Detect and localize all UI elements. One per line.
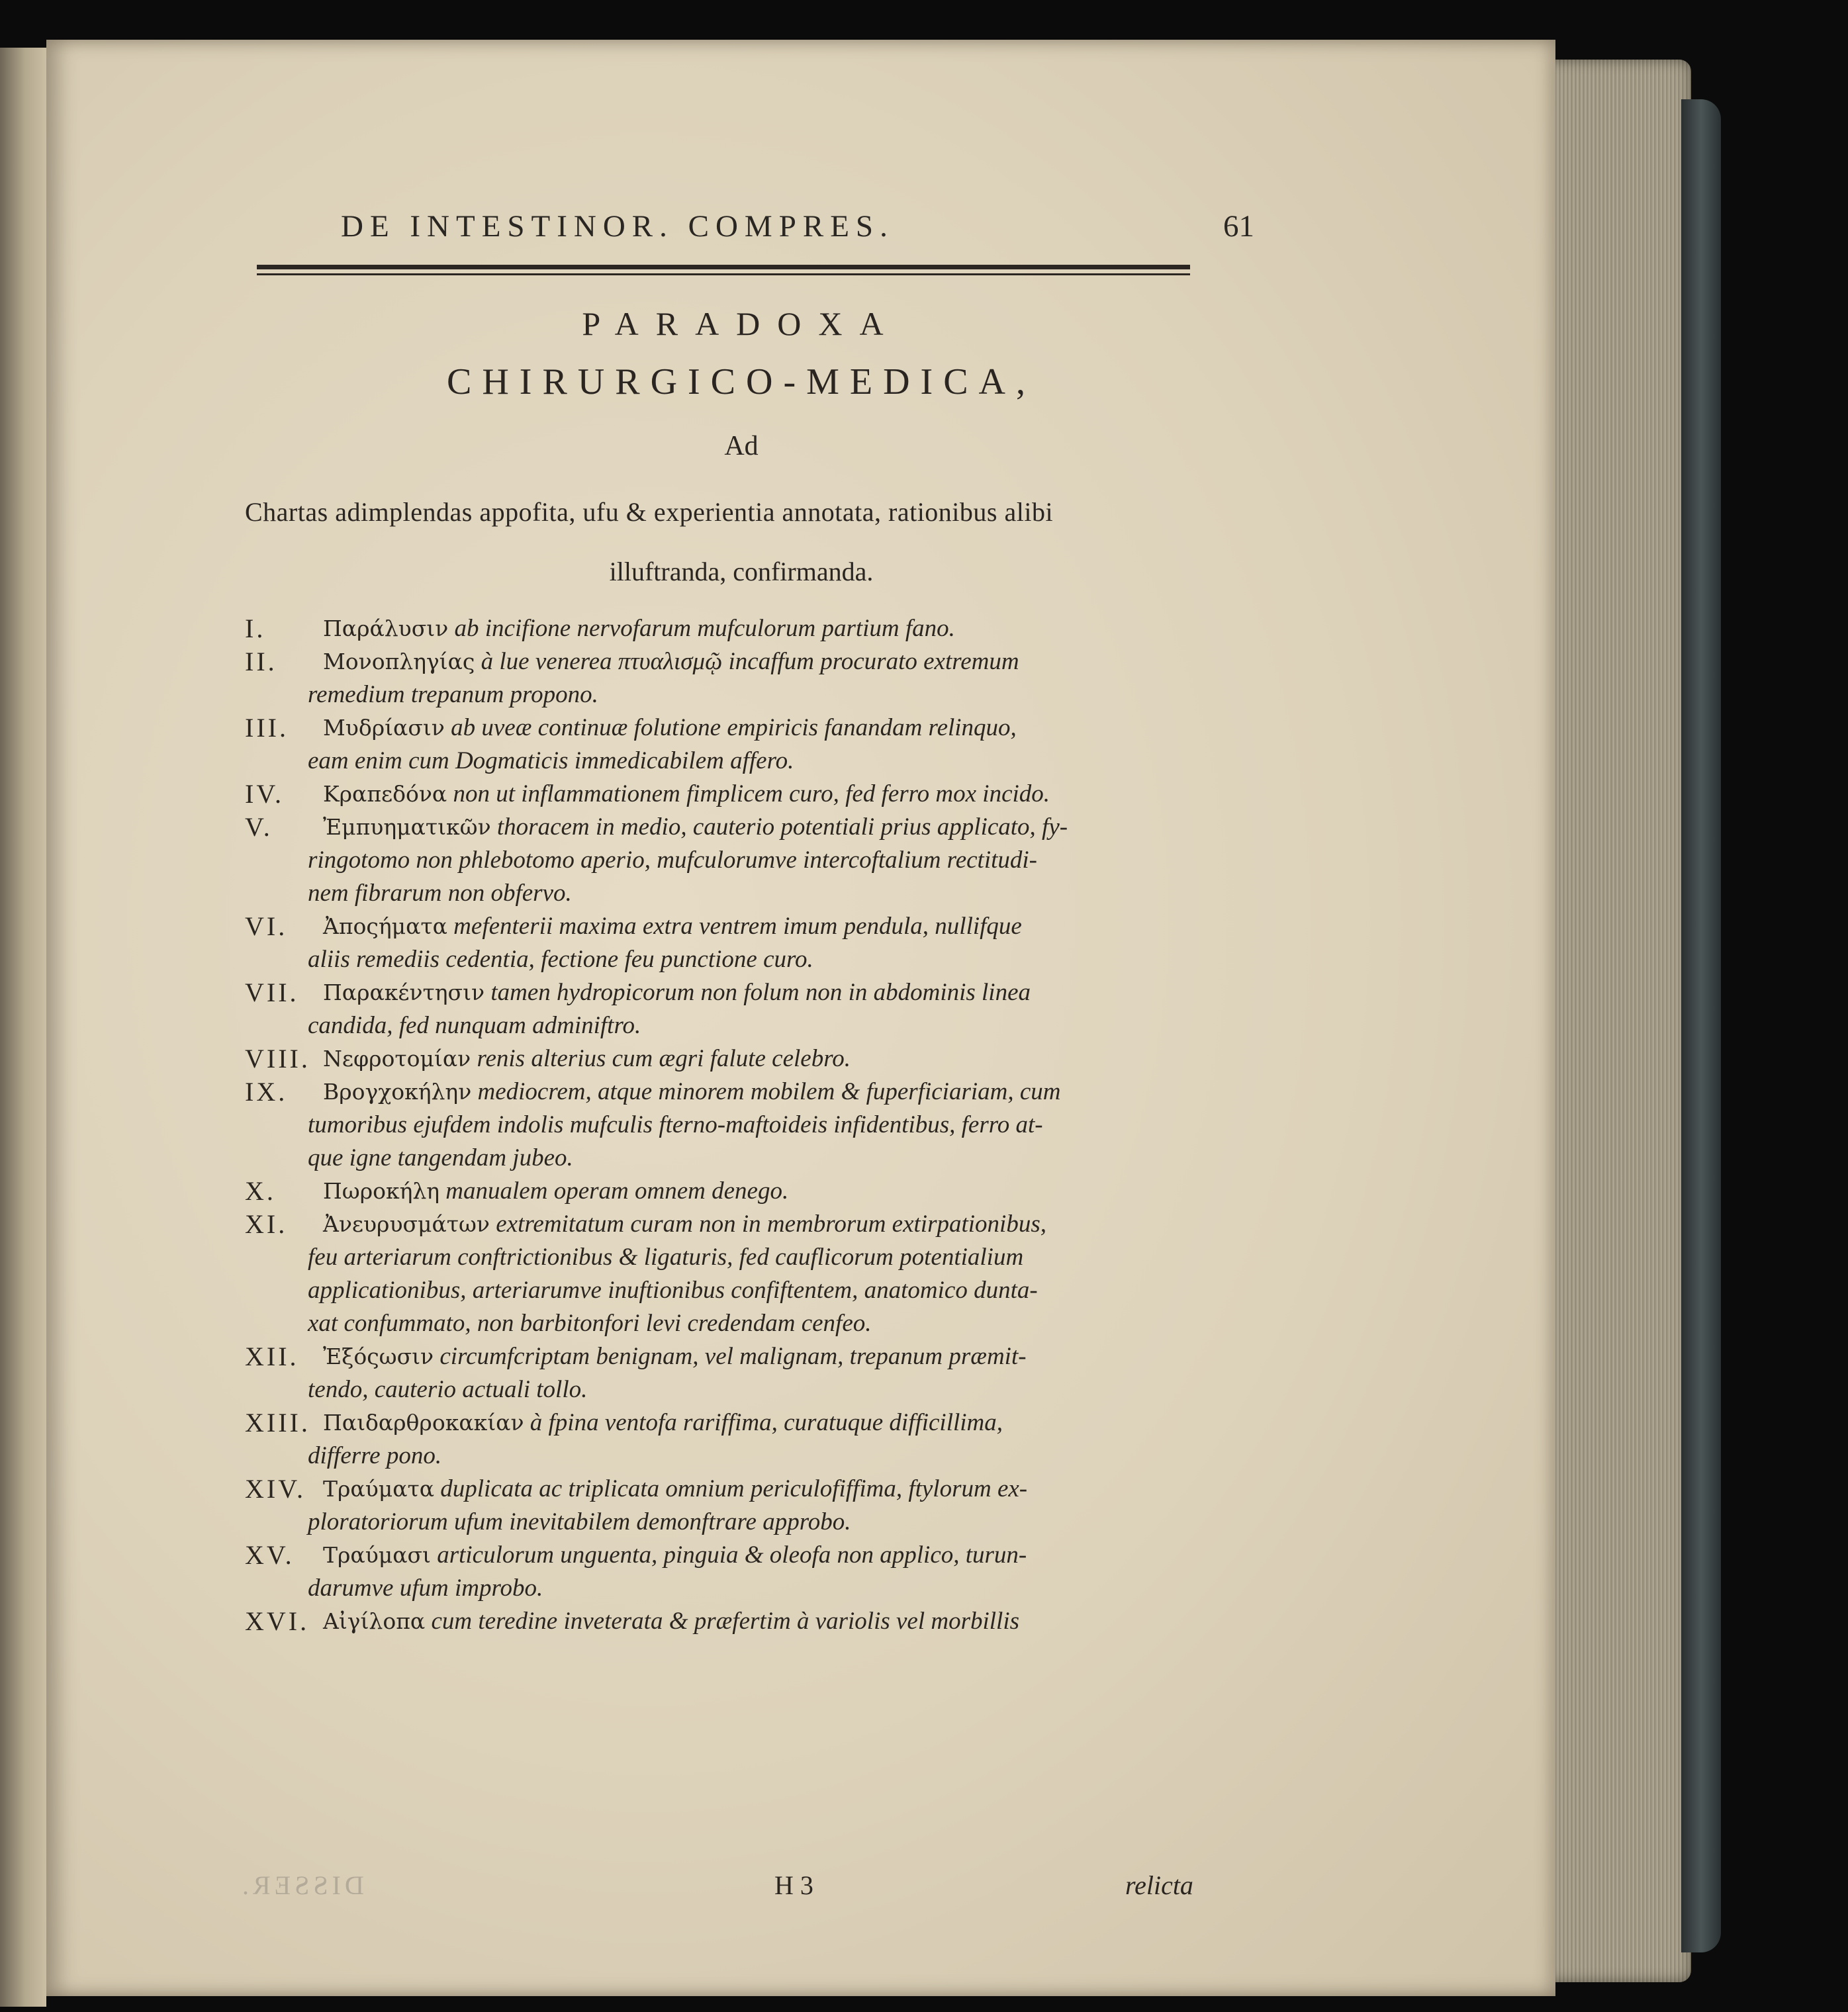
greek-term: Ἀποςήματα: [323, 913, 447, 939]
item-line: [308, 1009, 641, 1042]
item-text: xat confummato, non barbitonfori levi credendam cenfeo.: [308, 1310, 872, 1337]
title-subtitle-line: Chartas adimplendas appofita, ufu & experientia annotata, rationibus alibi: [245, 497, 1054, 527]
item-number: XII.: [245, 1342, 299, 1371]
item-text: articulorum unguenta, pinguia & oleofa non applico, turun-: [437, 1541, 1027, 1569]
greek-term: Μονοπληγίας: [323, 649, 475, 674]
item-text: renis alterius cum ægri falute celebro.: [477, 1045, 851, 1072]
item-text: extremitatum curam non in membrorum extirpationibus,: [496, 1211, 1046, 1238]
item-text: darumve ufum improbo.: [308, 1575, 543, 1602]
item-line: [308, 1440, 441, 1473]
item-text: differre pono.: [308, 1442, 442, 1469]
item-number: I.: [245, 614, 266, 643]
greek-term: Τραύμασι: [323, 1542, 431, 1568]
facing-page-edge: [0, 48, 46, 2007]
item-line: [323, 1539, 1027, 1572]
item-text: feu arteriarum conftrictionibus & ligaturis, fed cauflicorum potentialium: [308, 1244, 1024, 1271]
item-line: [323, 778, 1050, 811]
item-text: manualem operam omnem denego.: [445, 1177, 789, 1205]
item-number: XIII.: [245, 1408, 310, 1438]
greek-term: Αἰγίλοπα: [323, 1608, 426, 1634]
item-line: [308, 1142, 573, 1175]
item-line: [323, 1406, 1003, 1440]
greek-term: Κραπεδόνα: [323, 781, 447, 807]
greek-term: Ἐξόςωσιν: [323, 1344, 434, 1369]
page-number: 61: [1223, 209, 1254, 244]
item-text: tamen hydropicorum non folum non in abdominis linea: [490, 979, 1031, 1006]
show-through-text: DISSER.: [238, 1870, 364, 1900]
item-text: tumoribus ejufdem indolis mufculis fterno-maftoideis infidentibus, ferro at-: [308, 1111, 1043, 1138]
title-paradoxa: PARADOXA: [582, 305, 901, 342]
item-text: nem fibrarum non obfervo.: [308, 880, 572, 907]
page-content: [238, 172, 1254, 2012]
greek-term: Τραύματα: [323, 1476, 435, 1502]
item-number: III.: [245, 713, 289, 743]
item-line: [323, 1175, 788, 1208]
greek-term: Πωροκήλη: [323, 1178, 440, 1204]
item-line: [308, 943, 813, 976]
item-line: [308, 877, 572, 910]
item-number: IV.: [245, 779, 285, 809]
item-number: X.: [245, 1176, 276, 1206]
item-text: applicationibus, arteriarumve inuftionibus confiftentem, anatomico dunta-: [308, 1277, 1038, 1304]
item-line: [308, 1506, 851, 1539]
item-line: [323, 1473, 1027, 1506]
item-number: XIV.: [245, 1474, 306, 1504]
item-text: mefenterii maxima extra ventrem imum pendula, nullifque: [453, 913, 1022, 940]
item-number: VII.: [245, 978, 299, 1007]
book-cover-edge: [1681, 99, 1721, 1952]
header-rule-thin: [257, 273, 1190, 275]
running-title: DE INTESTINOR. COMPRES.: [341, 209, 894, 244]
item-text: que igne tangendam jubeo.: [308, 1144, 573, 1171]
signature-mark: H 3: [774, 1870, 813, 1900]
running-head: [341, 208, 1254, 244]
item-line: [323, 711, 1017, 745]
item-text: ploratoriorum ufum inevitabilem demonftrare approbo.: [308, 1508, 851, 1535]
greek-term: Μυδρίασιν: [323, 715, 445, 741]
greek-term: Παρακέντησιν: [323, 980, 485, 1005]
book-page: [46, 40, 1555, 1996]
item-line: [308, 1572, 543, 1605]
greek-term: Νεφροτομίαν: [323, 1046, 471, 1072]
item-line: [323, 976, 1031, 1009]
item-number: VIII.: [245, 1044, 310, 1074]
item-line: [323, 1340, 1027, 1373]
greek-term: Παιδαρθροκακίαν: [323, 1410, 524, 1436]
item-number: XV.: [245, 1540, 295, 1570]
item-line: [323, 811, 1068, 844]
item-number: II.: [245, 647, 277, 676]
item-text: ab uveæ continuæ folutione empiricis fanandam relinquo,: [451, 714, 1017, 741]
item-line: [308, 1274, 1038, 1307]
greek-term: Ἐμπυηματικῶν: [323, 814, 491, 840]
item-line: [308, 1109, 1043, 1142]
item-line: [323, 612, 955, 645]
item-line: [323, 1605, 1019, 1638]
item-text: circumfcriptam benignam, vel malignam, trepanum præmit-: [439, 1343, 1027, 1370]
title-subtitle-line-2: illuftranda, confirmanda.: [609, 557, 874, 586]
item-text: ab incifione nervofarum mufculorum partium fano.: [454, 615, 955, 642]
item-text: eam enim cum Dogmaticis immedicabilem affero.: [308, 747, 794, 774]
item-line: [323, 910, 1022, 943]
item-line: [308, 844, 1037, 877]
greek-term: Ἀνευρυσμάτων: [323, 1211, 490, 1237]
item-number: XI.: [245, 1209, 288, 1239]
item-text: thoracem in medio, cauterio potentiali prius applicato, fy-: [496, 813, 1068, 841]
item-text: candida, fed nunquam adminiftro.: [308, 1012, 641, 1039]
item-line: [323, 645, 1019, 678]
item-line: [323, 1075, 1061, 1109]
item-text: à fpina ventofa rariffima, curatuque difficillima,: [530, 1409, 1003, 1436]
item-number: VI.: [245, 911, 288, 941]
catchword: relicta: [1125, 1870, 1193, 1900]
greek-term: Παράλυσιν: [323, 616, 449, 641]
item-text: cum teredine inveterata & præfertim à variolis vel morbillis: [431, 1608, 1020, 1635]
item-text: ringotomo non phlebotomo aperio, mufculorumve intercoftalium rectitudi-: [308, 846, 1037, 874]
item-line: [308, 1373, 587, 1406]
item-text: mediocrem, atque minorem mobilem & fuperficiariam, cum: [477, 1078, 1061, 1105]
header-rule-thick: [257, 265, 1190, 269]
item-number: IX.: [245, 1077, 288, 1107]
title-chirurgico-medica: CHIRURGICO-MEDICA,: [447, 361, 1036, 402]
item-text: remedium trepanum propono.: [308, 681, 598, 708]
item-line: [308, 678, 598, 711]
item-line: [323, 1042, 851, 1075]
item-text: duplicata ac triplicata omnium periculofiffima, ftylorum ex-: [440, 1475, 1028, 1502]
item-line: [308, 1241, 1023, 1274]
item-line: [323, 1208, 1046, 1241]
greek-term: Βρογχοκήλην: [323, 1079, 472, 1105]
item-text: aliis remediis cedentia, fectione feu punctione curo.: [308, 946, 813, 973]
title-ad: Ad: [724, 431, 759, 461]
item-line: [308, 1307, 872, 1340]
item-number: XVI.: [245, 1606, 310, 1636]
item-text: non ut inflammationem fimplicem curo, fed ferro mox incido.: [453, 780, 1050, 807]
item-line: [308, 745, 794, 778]
item-number: V.: [245, 812, 273, 842]
item-text: tendo, cauterio actuali tollo.: [308, 1376, 588, 1403]
item-text: à lue venerea πτυαλισμῷ incaffum procurato extremum: [481, 648, 1019, 675]
